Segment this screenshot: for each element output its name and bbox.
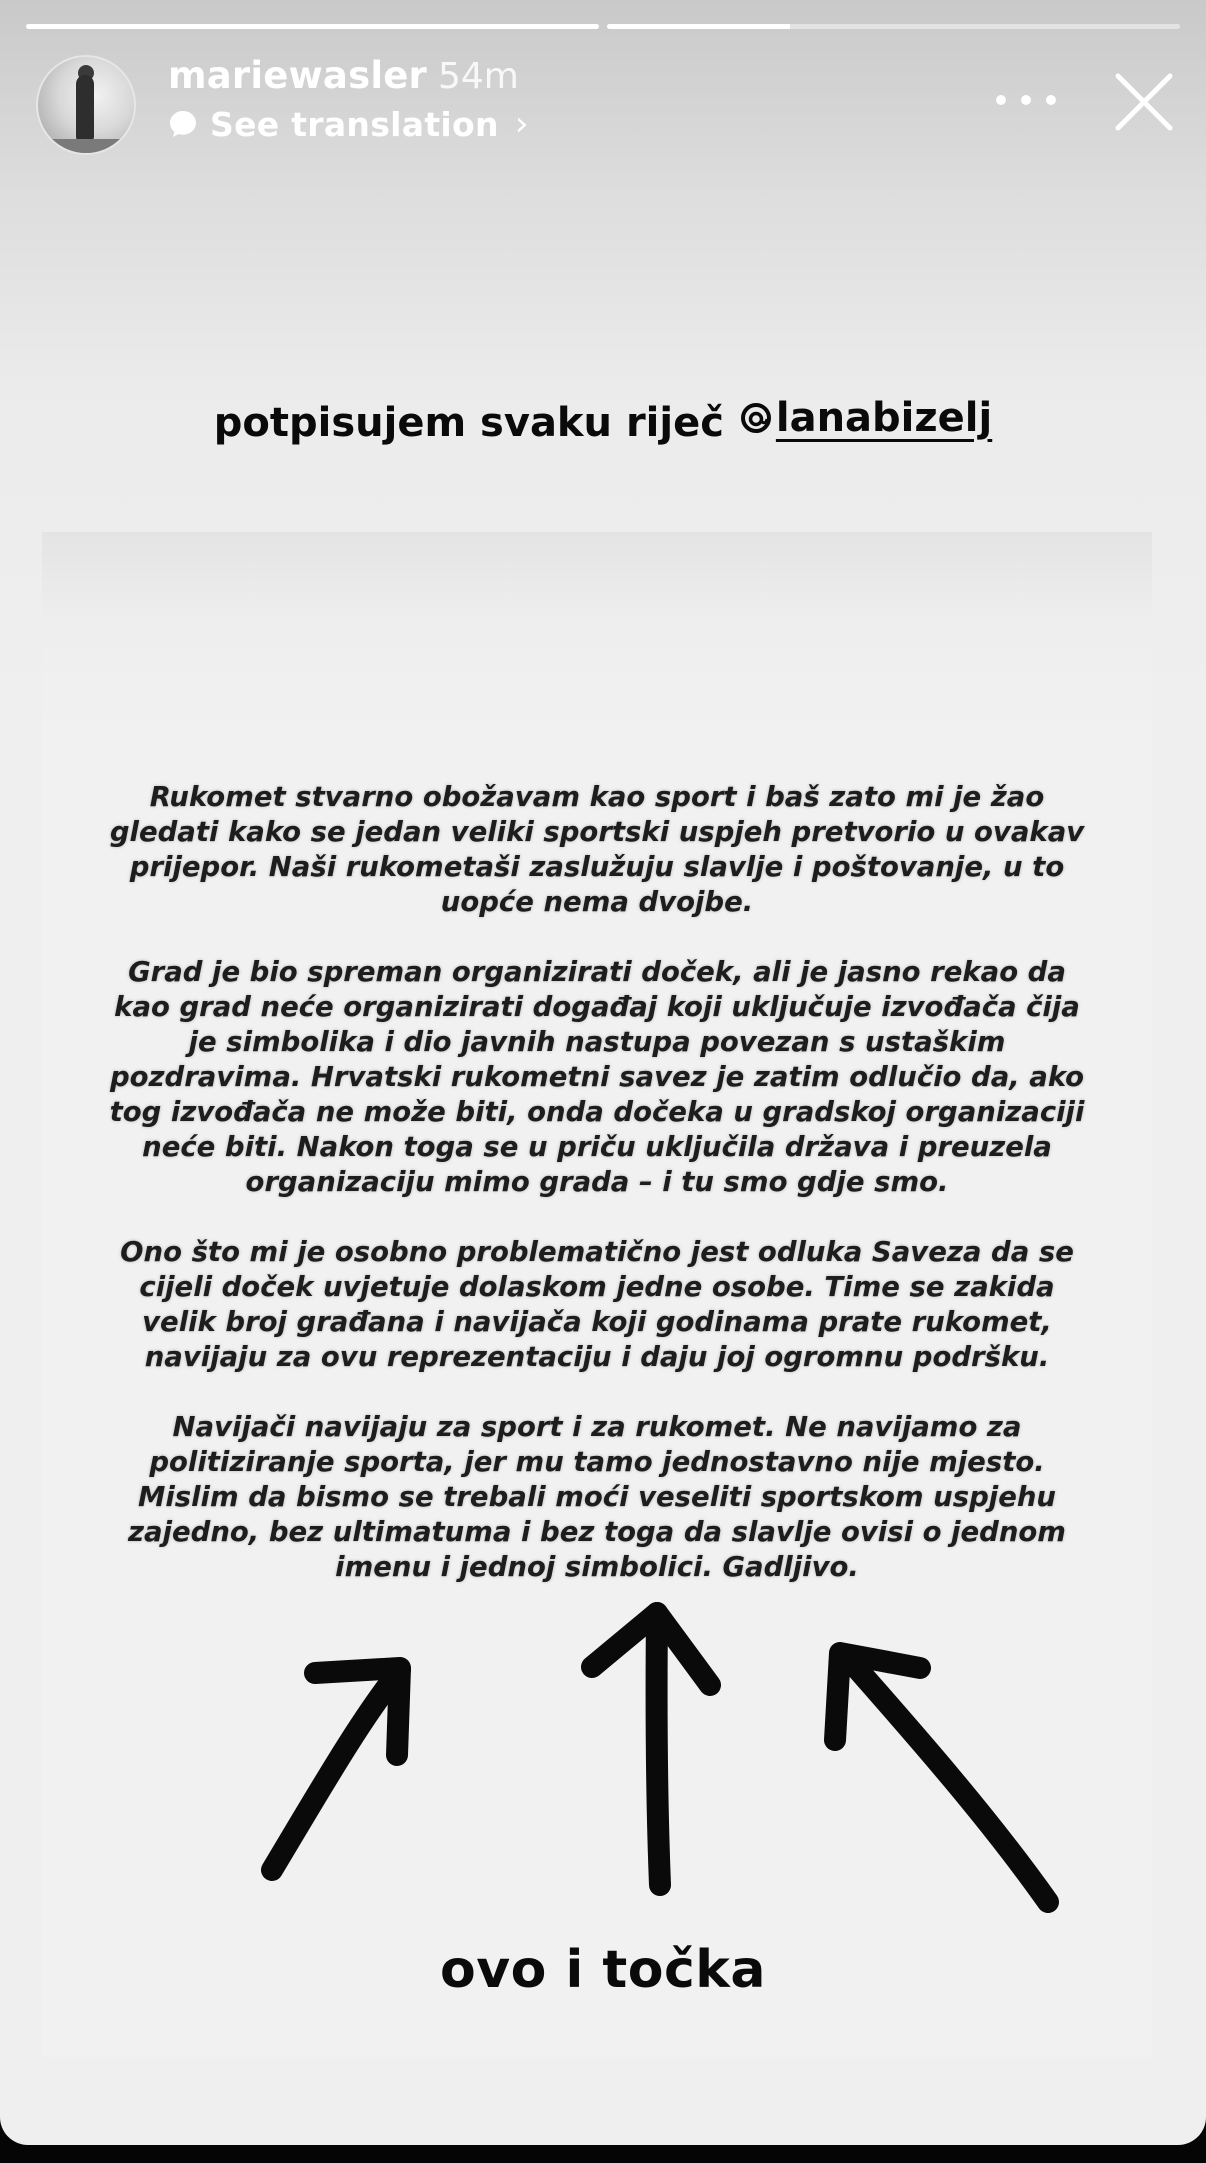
avatar-photo-floor	[38, 139, 134, 153]
mention-username: lanabizelj	[775, 395, 993, 441]
more-options-icon	[996, 95, 1006, 105]
username[interactable]: mariewasler	[168, 54, 427, 97]
story-progress-bar-1	[26, 24, 599, 29]
chevron-right-icon: ›	[514, 104, 529, 144]
statement-paragraph: Grad je bio spreman organizirati doček, ali je jasno rekao da kao grad neće organizirati događaj koji uključuje izvođača čija je simbolika i dio javnih nastupa povezan s ustaškim pozdravima. Hrvatski rukometni savez je zatim odlučio da, ako tog izvođača ne može biti, onda dočeka u gradskoj organizaciji neće biti. Nakon toga se u priču uključila država i preuzela organizaciju mimo grada – i tu smo gdje smo.	[109, 956, 1085, 1198]
statement-paragraph: Navijači navijaju za sport i za rukomet. Ne navijamo za politiziranje sporta, jer mu tamo jednostavno nije mjesto. Mislim da bismo se trebali moći veseliti sportskom uspjehu zajedno, bez ultimatuma i bez toga da slavlje ovisi o jednom imenu i jednoj simbolici. Gadljivo.	[128, 1411, 1066, 1583]
close-icon[interactable]	[1112, 70, 1176, 134]
statement-text	[98, 780, 1096, 1620]
more-options-icon-dot-3	[1046, 95, 1056, 105]
arrow-up-icon	[592, 1613, 710, 1885]
more-options-icon-dot-2	[1021, 95, 1031, 105]
story-progress-bar-2	[607, 24, 1180, 29]
statement-paragraph: Rukomet stvarno obožavam kao sport i baš zato mi je žao gledati kako se jedan veliki sportski uspjeh pretvorio u ovakav prijepor. Naši rukometaši zaslužuju slavlje i poštovanje, u to uopće nema dvojbe.	[109, 781, 1085, 918]
story-caption	[0, 395, 1206, 446]
avatar[interactable]	[36, 55, 136, 155]
story-progress-fill-1	[26, 24, 599, 29]
see-translation-button[interactable]	[168, 104, 528, 144]
story-progress-fill-2	[607, 24, 790, 29]
caption-text: potpisujem svaku riječ	[213, 400, 724, 446]
conclusion-text: ovo i točka	[440, 1940, 766, 2000]
mention-sticker[interactable]	[738, 395, 992, 441]
see-translation-label: See translation	[210, 104, 499, 144]
translation-bubble-icon	[168, 109, 198, 139]
threads-icon	[738, 400, 774, 436]
post-timestamp: 54m	[438, 56, 519, 97]
statement-paragraph: Ono što mi je osobno problematično jest odluka Saveza da se cijeli doček uvjetuje dolaskom jedne osobe. Time se zakida velik broj građana i navijača koji godinama prate rukomet, navijaju za ovu reprezentaciju i daju joj ogromnu podršku.	[120, 1236, 1074, 1373]
hand-drawn-arrows	[0, 1590, 1206, 1930]
arrow-up-right-icon	[272, 1668, 400, 1870]
more-options-button[interactable]	[996, 80, 1056, 120]
arrow-up-left-icon	[835, 1653, 1048, 1902]
avatar-photo-figure	[76, 75, 94, 141]
